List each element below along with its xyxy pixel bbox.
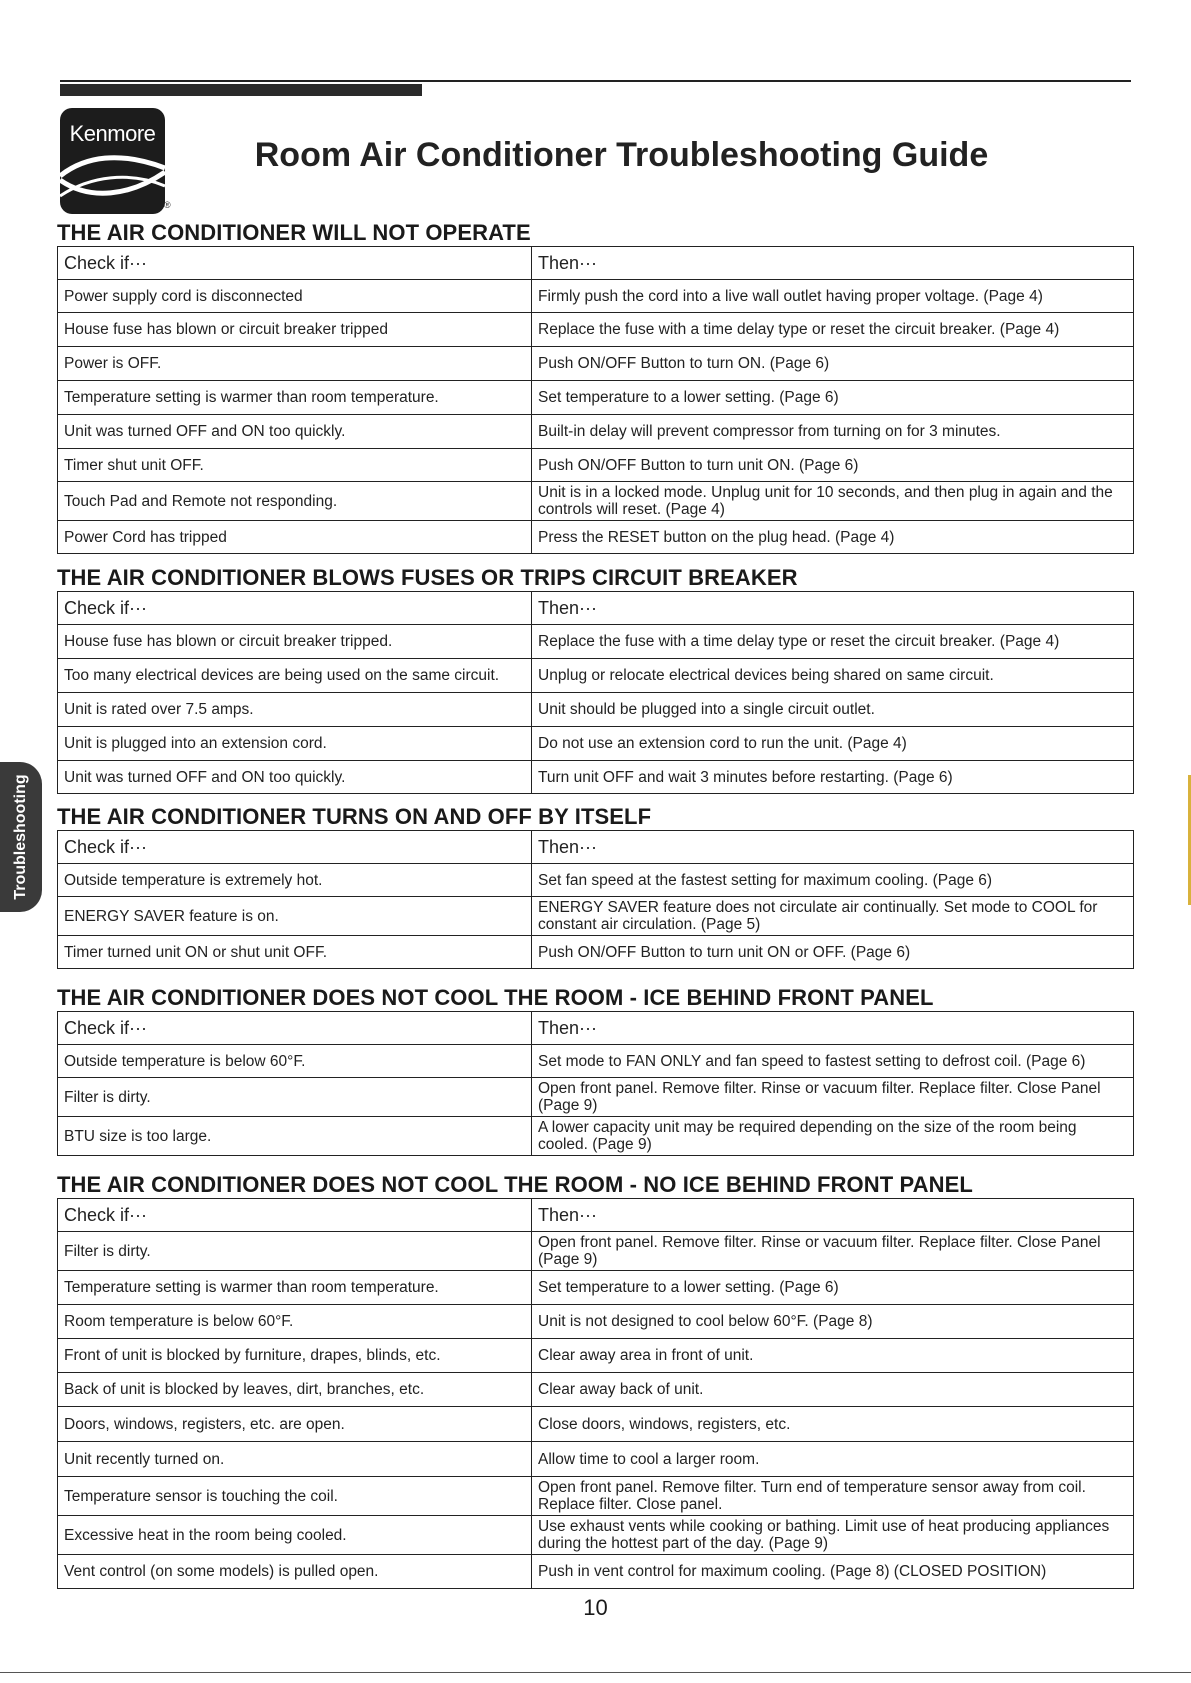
check-cell: Temperature sensor is touching the coil.	[58, 1477, 532, 1516]
side-tab-label: Troubleshooting	[12, 774, 29, 900]
check-cell: Vent control (on some models) is pulled open.	[58, 1555, 532, 1589]
then-cell: Push ON/OFF Button to turn unit ON or OFF. (Page 6)	[532, 936, 1134, 969]
check-cell: Unit is rated over 7.5 amps.	[58, 693, 532, 727]
then-cell: Turn unit OFF and wait 3 minutes before restarting. (Page 6)	[532, 761, 1134, 794]
then-cell: Firmly push the cord into a live wall outlet having proper voltage. (Page 4)	[532, 280, 1134, 313]
table-row	[58, 897, 1134, 936]
check-header: Check if···	[58, 831, 532, 864]
table-row	[58, 449, 1134, 482]
then-cell: Unplug or relocate electrical devices being shared on same circuit.	[532, 659, 1134, 693]
then-header: Then···	[532, 247, 1134, 280]
table-header-row	[58, 1012, 1134, 1045]
then-cell: Set mode to FAN ONLY and fan speed to fastest setting to defrost coil. (Page 6)	[532, 1045, 1134, 1078]
table-row	[58, 415, 1134, 449]
then-cell: Unit should be plugged into a single circuit outlet.	[532, 693, 1134, 727]
then-header: Then···	[532, 1012, 1134, 1045]
section-title: THE AIR CONDITIONER DOES NOT COOL THE ROOM - NO ICE BEHIND FRONT PANEL	[57, 1172, 973, 1197]
table-row	[58, 1305, 1134, 1339]
then-cell: Set fan speed at the fastest setting for maximum cooling. (Page 6)	[532, 864, 1134, 897]
then-cell: Use exhaust vents while cooking or bathing. Limit use of heat producing appliances during the hottest part of the day. (Page 9)	[532, 1516, 1134, 1555]
section-title: THE AIR CONDITIONER WILL NOT OPERATE	[57, 220, 531, 245]
then-cell: Built-in delay will prevent compressor from turning on for 3 minutes.	[532, 415, 1134, 449]
check-cell: Too many electrical devices are being used on the same circuit.	[58, 659, 532, 693]
logo-text: Kenmore	[69, 121, 156, 146]
page-title: Room Air Conditioner Troubleshooting Guide	[254, 136, 989, 174]
table-row	[58, 1477, 1134, 1516]
section-title: THE AIR CONDITIONER DOES NOT COOL THE ROOM - ICE BEHIND FRONT PANEL	[57, 985, 934, 1010]
check-cell: Front of unit is blocked by furniture, drapes, blinds, etc.	[58, 1339, 532, 1373]
table-header-row	[58, 592, 1134, 625]
then-cell: Do not use an extension cord to run the unit. (Page 4)	[532, 727, 1134, 761]
then-cell: Replace the fuse with a time delay type or reset the circuit breaker. (Page 4)	[532, 625, 1134, 659]
table-row	[58, 659, 1134, 693]
table-row	[58, 1442, 1134, 1477]
top-rule	[60, 80, 1131, 82]
table-row	[58, 693, 1134, 727]
check-cell: House fuse has blown or circuit breaker tripped.	[58, 625, 532, 659]
check-header: Check if···	[58, 592, 532, 625]
troubleshooting-table	[57, 591, 1134, 794]
table-row	[58, 727, 1134, 761]
top-rule-accent	[60, 84, 422, 96]
table-row	[58, 1045, 1134, 1078]
section-will-not-operate	[57, 220, 1135, 554]
table-row	[58, 761, 1134, 794]
then-cell: ENERGY SAVER feature does not circulate air continually. Set mode to COOL for constant air circulation. (Page 5)	[532, 897, 1134, 936]
table-row	[58, 1271, 1134, 1305]
check-cell: Power is OFF.	[58, 347, 532, 381]
check-cell: House fuse has blown or circuit breaker tripped	[58, 313, 532, 347]
troubleshooting-table	[57, 1011, 1134, 1156]
check-cell: Unit is plugged into an extension cord.	[58, 727, 532, 761]
table-row	[58, 1555, 1134, 1589]
then-cell: A lower capacity unit may be required depending on the size of the room being cooled. (Page 9)	[532, 1117, 1134, 1156]
table-row	[58, 864, 1134, 897]
troubleshooting-table	[57, 1198, 1134, 1589]
check-cell: Filter is dirty.	[58, 1078, 532, 1117]
check-cell: Unit recently turned on.	[58, 1442, 532, 1477]
check-cell: Room temperature is below 60°F.	[58, 1305, 532, 1339]
check-cell: Unit was turned OFF and ON too quickly.	[58, 415, 532, 449]
table-row	[58, 1078, 1134, 1117]
table-header-row	[58, 831, 1134, 864]
then-cell: Allow time to cool a larger room.	[532, 1442, 1134, 1477]
table-header-row	[58, 1199, 1134, 1232]
check-cell: Outside temperature is extremely hot.	[58, 864, 532, 897]
table-row	[58, 1373, 1134, 1407]
check-cell: Unit was turned OFF and ON too quickly.	[58, 761, 532, 794]
troubleshooting-table	[57, 246, 1134, 554]
section-no-ice-behind-panel	[57, 1172, 1135, 1589]
table-row	[58, 1117, 1134, 1156]
then-cell: Open front panel. Remove filter. Turn end of temperature sensor away from coil. Replace filter. Close panel.	[532, 1477, 1134, 1516]
then-cell: Push ON/OFF Button to turn ON. (Page 6)	[532, 347, 1134, 381]
then-cell: Set temperature to a lower setting. (Page 6)	[532, 1271, 1134, 1305]
check-cell: Filter is dirty.	[58, 1232, 532, 1271]
then-cell: Push ON/OFF Button to turn unit ON. (Page 6)	[532, 449, 1134, 482]
table-row	[58, 1339, 1134, 1373]
table-row	[58, 280, 1134, 313]
then-header: Then···	[532, 592, 1134, 625]
table-row	[58, 1232, 1134, 1271]
section-blows-fuses	[57, 565, 1135, 794]
table-row	[58, 521, 1134, 554]
check-cell: Temperature setting is warmer than room temperature.	[58, 381, 532, 415]
check-cell: Temperature setting is warmer than room temperature.	[58, 1271, 532, 1305]
check-header: Check if···	[58, 1199, 532, 1232]
check-cell: Back of unit is blocked by leaves, dirt, branches, etc.	[58, 1373, 532, 1407]
check-cell: Timer turned unit ON or shut unit OFF.	[58, 936, 532, 969]
page-number: 10	[583, 1595, 608, 1620]
then-cell: Open front panel. Remove filter. Rinse or vacuum filter. Replace filter. Close Panel (Page 9)	[532, 1232, 1134, 1271]
check-cell: Doors, windows, registers, etc. are open.	[58, 1407, 532, 1442]
then-cell: Close doors, windows, registers, etc.	[532, 1407, 1134, 1442]
table-header-row	[58, 247, 1134, 280]
bottom-rule	[0, 1672, 1191, 1673]
troubleshooting-table	[57, 830, 1134, 969]
then-cell: Replace the fuse with a time delay type or reset the circuit breaker. (Page 4)	[532, 313, 1134, 347]
registered-mark: ®	[164, 200, 171, 210]
check-cell: Timer shut unit OFF.	[58, 449, 532, 482]
check-cell: Touch Pad and Remote not responding.	[58, 482, 532, 521]
check-cell: Power supply cord is disconnected	[58, 280, 532, 313]
table-row	[58, 625, 1134, 659]
then-header: Then···	[532, 831, 1134, 864]
then-cell: Set temperature to a lower setting. (Page 6)	[532, 381, 1134, 415]
check-cell: Outside temperature is below 60°F.	[58, 1045, 532, 1078]
check-header: Check if···	[58, 247, 532, 280]
troubleshooting-side-tab	[0, 762, 42, 912]
check-header: Check if···	[58, 1012, 532, 1045]
section-title: THE AIR CONDITIONER BLOWS FUSES OR TRIPS CIRCUIT BREAKER	[57, 565, 798, 590]
section-ice-behind-panel	[57, 985, 1135, 1156]
section-turns-on-off	[57, 804, 1135, 969]
table-row	[58, 313, 1134, 347]
check-cell: Power Cord has tripped	[58, 521, 532, 554]
table-row	[58, 1516, 1134, 1555]
table-row	[58, 381, 1134, 415]
check-cell: Excessive heat in the room being cooled.	[58, 1516, 532, 1555]
table-row	[58, 1407, 1134, 1442]
table-row	[58, 936, 1134, 969]
then-cell: Press the RESET button on the plug head. (Page 4)	[532, 521, 1134, 554]
then-cell: Clear away back of unit.	[532, 1373, 1134, 1407]
then-cell: Open front panel. Remove filter. Rinse or vacuum filter. Replace filter. Close Panel (Page 9)	[532, 1078, 1134, 1117]
section-title: THE AIR CONDITIONER TURNS ON AND OFF BY ITSELF	[57, 804, 652, 829]
then-cell: Unit is in a locked mode. Unplug unit for 10 seconds, and then plug in again and the controls will reset. (Page 4)	[532, 482, 1134, 521]
check-cell: BTU size is too large.	[58, 1117, 532, 1156]
table-row	[58, 482, 1134, 521]
then-cell: Unit is not designed to cool below 60°F. (Page 8)	[532, 1305, 1134, 1339]
then-cell: Push in vent control for maximum cooling. (Page 8) (CLOSED POSITION)	[532, 1555, 1134, 1589]
then-header: Then···	[532, 1199, 1134, 1232]
then-cell: Clear away area in front of unit.	[532, 1339, 1134, 1373]
table-row	[58, 347, 1134, 381]
check-cell: ENERGY SAVER feature is on.	[58, 897, 532, 936]
